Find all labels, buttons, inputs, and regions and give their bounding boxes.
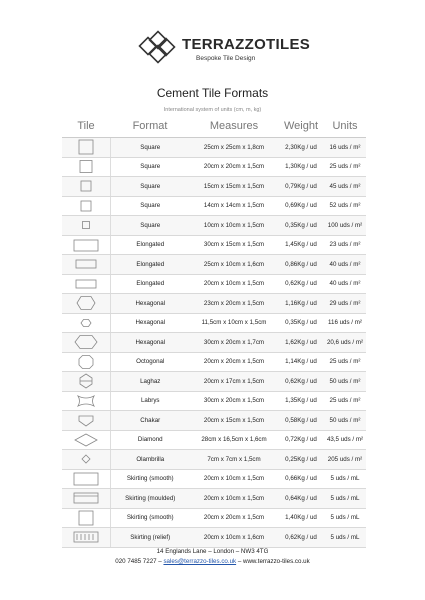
units-cell: 5 uds / mL <box>324 528 366 548</box>
table-row <box>62 157 366 177</box>
tile-shape-cell <box>62 450 110 470</box>
format-cell: Elongated <box>110 235 190 255</box>
footer-phone: 020 7485 7227 – <box>115 558 164 565</box>
table-row <box>62 177 366 197</box>
tile-shape-cell <box>62 157 110 177</box>
tile-shape-cell <box>62 235 110 255</box>
skirting-moulded-tile-icon <box>66 489 106 507</box>
weight-cell: 0,62Kg / ud <box>278 274 324 294</box>
tile-shape-cell <box>62 469 110 489</box>
table-row <box>62 508 366 528</box>
hexagon-sm-tile-icon <box>66 314 106 332</box>
tile-shape-cell <box>62 138 110 158</box>
format-cell: Octogonal <box>110 352 190 372</box>
units-cell: 43,5 uds / m² <box>324 430 366 450</box>
tile-shape-cell <box>62 372 110 392</box>
tile-shape-cell <box>62 177 110 197</box>
units-cell: 25 uds / m² <box>324 352 366 372</box>
tile-shape-cell <box>62 255 110 275</box>
units-cell: 25 uds / m² <box>324 391 366 411</box>
units-cell: 5 uds / mL <box>324 508 366 528</box>
table-row <box>62 450 366 470</box>
square-md-tile-icon <box>66 158 106 176</box>
units-cell: 116 uds / m² <box>324 313 366 333</box>
weight-cell: 0,86Kg / ud <box>278 255 324 275</box>
table-row <box>62 235 366 255</box>
tile-formats-table <box>62 115 366 548</box>
weight-cell: 0,72Kg / ud <box>278 430 324 450</box>
format-cell: Laghaz <box>110 372 190 392</box>
weight-cell: 0,62Kg / ud <box>278 372 324 392</box>
measures-cell: 30cm x 20cm x 1,7cm <box>190 333 278 353</box>
tile-shape-cell <box>62 352 110 372</box>
labrys-tile-icon <box>66 392 106 410</box>
measures-cell: 20cm x 10cm x 1,6cm <box>190 528 278 548</box>
units-cell: 40 uds / m² <box>324 274 366 294</box>
column-header-weight: Weight <box>278 115 324 138</box>
table-row <box>62 528 366 548</box>
units-cell: 5 uds / mL <box>324 489 366 509</box>
format-cell: Skirting (relief) <box>110 528 190 548</box>
measures-cell: 20cm x 20cm x 1,5cm <box>190 352 278 372</box>
format-cell: Skirting (smooth) <box>110 469 190 489</box>
skirting-tile-icon <box>66 470 106 488</box>
tile-shape-cell <box>62 430 110 450</box>
format-cell: Square <box>110 216 190 236</box>
units-note: International system of units (cm, m, kg) <box>163 107 262 113</box>
measures-cell: 20cm x 10cm x 1,5cm <box>190 469 278 489</box>
measures-cell: 25cm x 25cm x 1,8cm <box>190 138 278 158</box>
weight-cell: 1,62Kg / ud <box>278 333 324 353</box>
weight-cell: 0,66Kg / ud <box>278 469 324 489</box>
tile-shape-cell <box>62 313 110 333</box>
weight-cell: 0,69Kg / ud <box>278 196 324 216</box>
measures-cell: 15cm x 15cm x 1,5cm <box>190 177 278 197</box>
measures-cell: 20cm x 20cm x 1,5cm <box>190 508 278 528</box>
table-row <box>62 313 366 333</box>
tile-shape-cell <box>62 216 110 236</box>
diamond-logo-icon <box>138 30 178 64</box>
table-row <box>62 196 366 216</box>
rect-lg-tile-icon <box>66 236 106 254</box>
table-row <box>62 138 366 158</box>
format-cell: Olambrilla <box>110 450 190 470</box>
column-header-units: Units <box>324 115 366 138</box>
weight-cell: 1,40Kg / ud <box>278 508 324 528</box>
table-row <box>62 489 366 509</box>
tile-shape-cell <box>62 411 110 431</box>
table-row <box>62 391 366 411</box>
measures-cell: 23cm x 20cm x 1,5cm <box>190 294 278 314</box>
weight-cell: 1,45Kg / ud <box>278 235 324 255</box>
weight-cell: 1,30Kg / ud <box>278 157 324 177</box>
format-cell: Square <box>110 177 190 197</box>
format-cell: Elongated <box>110 255 190 275</box>
skirting-tall-tile-icon <box>66 509 106 527</box>
units-cell: 23 uds / m² <box>324 235 366 255</box>
format-cell: Skirting (moulded) <box>110 489 190 509</box>
brand-logo[interactable] <box>138 30 311 64</box>
column-header-measures: Measures <box>190 115 278 138</box>
table-row <box>62 255 366 275</box>
measures-cell: 20cm x 15cm x 1,5cm <box>190 411 278 431</box>
format-cell: Diamond <box>110 430 190 450</box>
format-cell: Chakar <box>110 411 190 431</box>
footer-email-link[interactable]: sales@terrazzo-tiles.co.uk <box>163 558 237 565</box>
weight-cell: 1,35Kg / ud <box>278 391 324 411</box>
tile-shape-cell <box>62 274 110 294</box>
measures-cell: 7cm x 7cm x 1,5cm <box>190 450 278 470</box>
tile-shape-cell <box>62 196 110 216</box>
column-header-format: Format <box>110 115 190 138</box>
table-row <box>62 372 366 392</box>
brand-tagline: Bespoke Tile Design <box>196 55 256 62</box>
table-row <box>62 352 366 372</box>
units-cell: 52 uds / m² <box>324 196 366 216</box>
brand-name: TERRAZZOTILES <box>182 36 311 53</box>
measures-cell: 14cm x 14cm x 1,5cm <box>190 196 278 216</box>
measures-cell: 30cm x 20cm x 1,5cm <box>190 391 278 411</box>
weight-cell: 2,30Kg / ud <box>278 138 324 158</box>
format-cell: Elongated <box>110 274 190 294</box>
measures-cell: 20cm x 10cm x 1,5cm <box>190 274 278 294</box>
weight-cell: 0,25Kg / ud <box>278 450 324 470</box>
weight-cell: 0,35Kg / ud <box>278 216 324 236</box>
format-cell: Labrys <box>110 391 190 411</box>
units-cell: 29 uds / m² <box>324 294 366 314</box>
measures-cell: 20cm x 20cm x 1,5cm <box>190 157 278 177</box>
measures-cell: 25cm x 10cm x 1,6cm <box>190 255 278 275</box>
measures-cell: 10cm x 10cm x 1,5cm <box>190 216 278 236</box>
weight-cell: 0,79Kg / ud <box>278 177 324 197</box>
format-cell: Square <box>110 196 190 216</box>
measures-cell: 30cm x 15cm x 1,5cm <box>190 235 278 255</box>
tile-shape-cell <box>62 528 110 548</box>
rect-md-tile-icon <box>66 275 106 293</box>
format-cell: Hexagonal <box>110 294 190 314</box>
units-cell: 40 uds / m² <box>324 255 366 275</box>
page-title: Cement Tile Formats <box>156 86 269 100</box>
table-row <box>62 430 366 450</box>
square-xs-tile-icon <box>66 216 106 234</box>
units-cell: 100 uds / m² <box>324 216 366 236</box>
units-cell: 25 uds / m² <box>324 157 366 177</box>
units-cell: 16 uds / m² <box>324 138 366 158</box>
format-cell: Square <box>110 157 190 177</box>
table-row <box>62 216 366 236</box>
table-row <box>62 274 366 294</box>
chakar-tile-icon <box>66 411 106 429</box>
measures-cell: 20cm x 10cm x 1,5cm <box>190 489 278 509</box>
square-sm-tile-icon <box>66 197 106 215</box>
laghaz-tile-icon <box>66 372 106 390</box>
footer-contact <box>0 558 425 565</box>
weight-cell: 0,35Kg / ud <box>278 313 324 333</box>
octagon-tile-icon <box>66 353 106 371</box>
table-row <box>62 411 366 431</box>
format-cell: Square <box>110 138 190 158</box>
format-cell: Hexagonal <box>110 313 190 333</box>
square-lg-tile-icon <box>66 138 106 156</box>
units-cell: 50 uds / m² <box>324 372 366 392</box>
square-sm-tile-icon <box>66 177 106 195</box>
measures-cell: 11,5cm x 10cm x 1,5cm <box>190 313 278 333</box>
measures-cell: 28cm x 16,5cm x 1,6cm <box>190 430 278 450</box>
rect-md-tile-icon <box>66 255 106 273</box>
footer-address: 14 Englands Lane – London – NW3 4TG <box>156 548 269 555</box>
units-cell: 205 uds / m² <box>324 450 366 470</box>
hexagon-wide-tile-icon <box>66 333 106 351</box>
weight-cell: 1,14Kg / ud <box>278 352 324 372</box>
hexagon-tile-icon <box>66 294 106 312</box>
weight-cell: 0,58Kg / ud <box>278 411 324 431</box>
format-cell: Skirting (smooth) <box>110 508 190 528</box>
tile-shape-cell <box>62 333 110 353</box>
column-header-tile: Tile <box>62 115 110 138</box>
table-row <box>62 469 366 489</box>
table-header-row <box>62 115 366 138</box>
weight-cell: 0,62Kg / ud <box>278 528 324 548</box>
units-cell: 45 uds / m² <box>324 177 366 197</box>
tile-shape-cell <box>62 294 110 314</box>
units-cell: 50 uds / m² <box>324 411 366 431</box>
table-row <box>62 294 366 314</box>
tile-shape-cell <box>62 489 110 509</box>
diamond-sm-tile-icon <box>66 450 106 468</box>
weight-cell: 0,64Kg / ud <box>278 489 324 509</box>
measures-cell: 20cm x 17cm x 1,5cm <box>190 372 278 392</box>
skirting-relief-tile-icon <box>66 528 106 546</box>
tile-shape-cell <box>62 391 110 411</box>
units-cell: 5 uds / mL <box>324 469 366 489</box>
weight-cell: 1,16Kg / ud <box>278 294 324 314</box>
tile-shape-cell <box>62 508 110 528</box>
footer-website: – www.terrazzo-tiles.co.uk <box>236 558 310 565</box>
units-cell: 20,6 uds / m² <box>324 333 366 353</box>
table-row <box>62 333 366 353</box>
diamond-tile-icon <box>66 431 106 449</box>
format-cell: Hexagonal <box>110 333 190 353</box>
